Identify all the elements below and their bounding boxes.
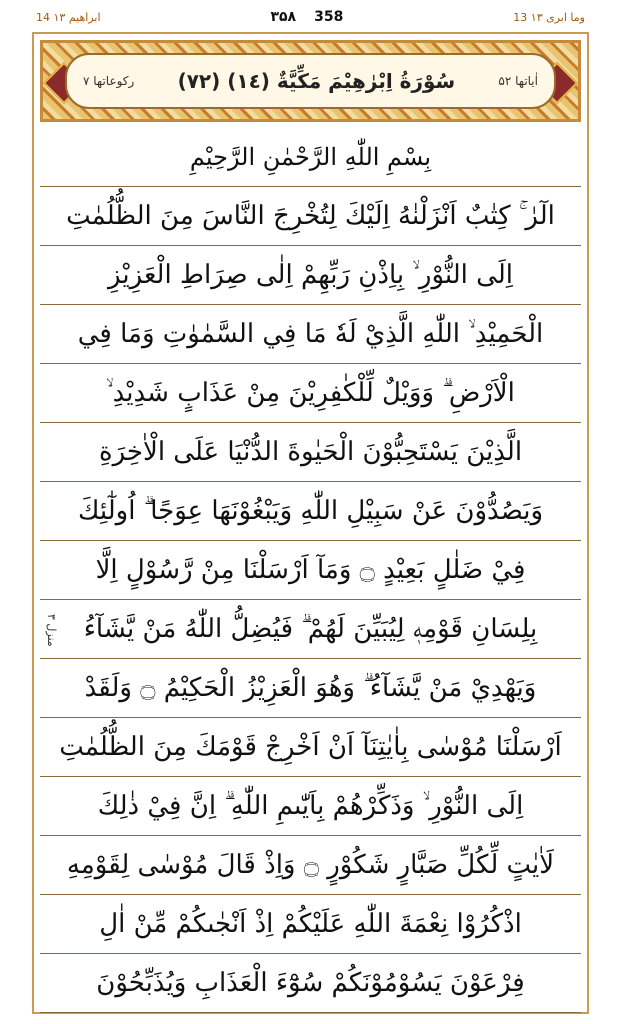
ruku-count: رکوعاتها ۷ bbox=[83, 74, 135, 88]
header-para-label: 13 وما ابری ۱۳ bbox=[513, 10, 585, 24]
bismillah-line: بِسْمِ اللّٰهِ الرَّحْمٰنِ الرَّحِيْمِ bbox=[40, 128, 581, 187]
surah-banner bbox=[40, 40, 581, 122]
page-number: 358 bbox=[314, 9, 344, 25]
verse-line: الْحَمِيْدِ ۙ اللّٰهِ الَّذِيْ لَهٗ مَا فِي السَّمٰوٰتِ وَمَا فِي bbox=[40, 305, 581, 364]
verse-line: اذْكُرُوْا نِعْمَةَ اللّٰهِ عَلَيْكُمْ اِذْ اَنْجٰىكُمْ مِّنْ اٰلِ bbox=[40, 895, 581, 954]
verse-lines bbox=[40, 128, 581, 1004]
verse-line: الَّذِيْنَ يَسْتَحِبُّوْنَ الْحَيٰوةَ الدُّنْيَا عَلَى الْاٰخِرَةِ bbox=[40, 423, 581, 482]
verse-line: فِيْ ضَلٰلٍ بَعِيْدٍ ۝ وَمَآ اَرْسَلْنَا مِنْ رَّسُوْلٍ اِلَّا bbox=[40, 541, 581, 600]
page-number-group bbox=[270, 9, 343, 25]
verse-line: بِلِسَانِ قَوْمِهٖ لِيُبَيِّنَ لَهُمْ ۗ فَيُضِلُّ اللّٰهُ مَنْ يَّشَآءُ bbox=[40, 600, 581, 659]
surah-cartouche bbox=[65, 53, 556, 109]
surah-title: سُوْرَةُ اِبْرٰهِيْمَ مَكِّيَّةٌ (١٤) (٧٢) bbox=[177, 69, 456, 93]
header-surah-label: 14 ابراھیم ۱۳ bbox=[36, 10, 101, 24]
quran-page bbox=[32, 32, 589, 1014]
ayat-count: اٰياتها ۵۲ bbox=[498, 74, 538, 88]
page-header bbox=[36, 4, 585, 30]
verse-line: اَرْسَلْنَا مُوْسٰى بِاٰيٰتِنَآ اَنْ اَخْرِجْ قَوْمَكَ مِنَ الظُّلُمٰتِ bbox=[40, 718, 581, 777]
verse-line: لَاٰيٰتٍ لِّكُلِّ صَبَّارٍ شَكُوْرٍ ۝ وَاِذْ قَالَ مُوْسٰى لِقَوْمِهِ bbox=[40, 836, 581, 895]
verse-line: اِلَى النُّوْرِ ۙ بِاِذْنِ رَبِّهِمْ اِلٰى صِرَاطِ الْعَزِيْزِ bbox=[40, 246, 581, 305]
verse-line: الٓرٰ ۚ كِتٰبٌ اَنْزَلْنٰهُ اِلَيْكَ لِتُخْرِجَ النَّاسَ مِنَ الظُّلُمٰتِ bbox=[40, 187, 581, 246]
verse-line: فِرْعَوْنَ يَسُوْمُوْنَكُمْ سُوْٓءَ الْعَذَابِ وَيُذَبِّحُوْنَ bbox=[40, 954, 581, 1013]
manzil-note: منزل ۳ bbox=[45, 614, 58, 647]
verse-line: وَيَصُدُّوْنَ عَنْ سَبِيْلِ اللّٰهِ وَيَبْغُوْنَهَا عِوَجًا ۗ اُولٰٓئِكَ bbox=[40, 482, 581, 541]
verse-line: اِلَى النُّوْرِ ۙ وَذَكِّرْهُمْ بِاَيّٰىمِ اللّٰهِ ۗ اِنَّ فِيْ ذٰلِكَ bbox=[40, 777, 581, 836]
verse-line: الْاَرْضِ ۗ وَوَيْلٌ لِّلْكٰفِرِيْنَ مِنْ عَذَابٍ شَدِيْدِ ۙ bbox=[40, 364, 581, 423]
verse-line: وَيَهْدِيْ مَنْ يَّشَآءُ ۗ وَهُوَ الْعَزِيْزُ الْحَكِيْمُ ۝ وَلَقَدْ bbox=[40, 659, 581, 718]
page-number-urdu: ۳۵۸ bbox=[270, 9, 297, 25]
